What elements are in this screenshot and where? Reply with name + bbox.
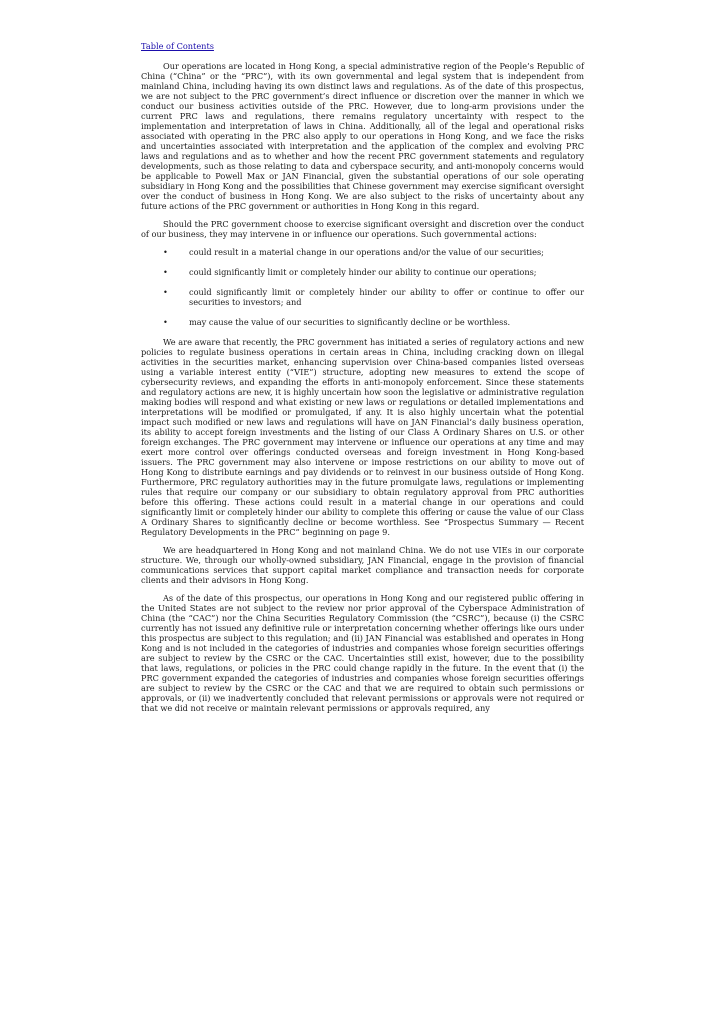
document-page [141, 41, 584, 721]
paragraph-regulatory-actions: We are aware that recently, the PRC government has initiated a series of regulatory actions and new policies to regulate business operations in certain areas in China, including cracking down on illegal activities in the securities market, enhancing supervision over China-based companies listed overseas using a variable interest entity (“VIE”) structure, adopting new measures to extend the scope of cybersecurity reviews, and expanding the efforts in anti-monopoly enforcement. Since these statements and regulatory actions are new, it is highly uncertain how soon the legislative or administrative regulation making bodies will respond and what existing or new laws or regulations or detailed implementations and interpretations will be modified or promulgated, if any. It is also highly uncertain what the potential impact such modified or new laws and regulations will have on JAN Financial’s daily business operation, its ability to accept foreign investments and the listing of our Class A Ordinary Shares on U.S. or other foreign exchanges. The PRC government may intervene or influence our operations at any time and may exert more control over offerings conducted overseas and foreign investment in Hong Kong-based issuers. The PRC government may also intervene or impose restrictions on our ability to move out of Hong Kong to distribute earnings and pay dividends or to reinvest in our business outside of Hong Kong. Furthermore, PRC regulatory authorities may in the future promulgate laws, regulations or implementing rules that require our company or our subsidiary to obtain regulatory approval from PRC authorities before this offering. These actions could result in a material change in our operations and could significantly limit or completely hinder our ability to complete this offering or cause the value of our Class A Ordinary Shares to significantly decline or become worthless. See “Prospectus Summary — Recent Regulatory Developments in the PRC” beginning on page 9. [141, 337, 584, 537]
governmental-actions-list [141, 247, 584, 327]
paragraph-cac-csrc-review: As of the date of this prospectus, our operations in Hong Kong and our registered public offering in the United States are not subject to the review nor prior approval of the Cyberspace Administration of China (the “CAC”) nor the China Securities Regulatory Commission (the “CSRC”), because (i) the CSRC currently has not issued any definitive rule or interpretation concerning whether offerings like ours under this prospectus are subject to this regulation; and (ii) JAN Financial was established and operates in Hong Kong and is not included in the categories of industries and companies whose foreign securities offerings are subject to review by the CSRC or the CAC. Uncertainties still exist, however, due to the possibility that laws, regulations, or policies in the PRC could change rapidly in the future. In the event that (i) the PRC government expanded the categories of industries and companies whose foreign securities offerings are subject to review by the CSRC or the CAC and that we are required to obtain such permissions or approvals, or (ii) we inadvertently concluded that relevant permissions or approvals were not required or that we did not receive or maintain relevant permissions or approvals required, any [141, 593, 584, 713]
bullet-icon: • [163, 317, 168, 327]
bullet-icon: • [163, 287, 168, 297]
bullet-icon: • [163, 247, 168, 257]
paragraph-headquarters: We are headquartered in Hong Kong and not mainland China. We do not use VIEs in our corporate structure. We, through our wholly-owned subsidiary, JAN Financial, engage in the provision of financial communications services that support capital market compliance and transaction needs for corporate clients and their advisors in Hong Kong. [141, 545, 584, 585]
list-item: • could significantly limit or completely hinder our ability to offer or continue to offer our securities to investors; and [163, 287, 584, 307]
paragraph-government-oversight: Should the PRC government choose to exercise significant oversight and discretion over the conduct of our business, they may intervene in or influence our operations. Such governmental actions: [141, 219, 584, 239]
list-item: • could significantly limit or completely hinder our ability to continue our operations; [163, 267, 537, 277]
list-item: • could result in a material change in our operations and/or the value of our securities; [163, 247, 544, 257]
list-item: • may cause the value of our securities to significantly decline or be worthless. [163, 317, 511, 327]
bullet-icon: • [163, 267, 168, 277]
paragraph-hong-kong-operations: Our operations are located in Hong Kong, a special administrative region of the People’s Republic of China (“China” or the “PRC”), with its own governmental and legal system that is independent from mainland China, including having its own distinct laws and regulations. As of the date of this prospectus, we are not subject to the PRC government’s direct influence or discretion over the manner in which we conduct our business activities outside of the PRC. However, due to long-arm provisions under the current PRC laws and regulations, there remains regulatory uncertainty with respect to the implementation and interpretation of laws in China. Additionally, all of the legal and operational risks associated with operating in the PRC also apply to our operations in Hong Kong, and we face the risks and uncertainties associated with interpretation and the application of the complex and evolving PRC laws and regulations and as to whether and how the recent PRC government statements and regulatory developments, such as those relating to data and cyberspace security, and anti-monopoly concerns would be applicable to Powell Max or JAN Financial, given the substantial operations of our sole operating subsidiary in Hong Kong and the possibilities that Chinese government may exercise significant oversight over the conduct of business in Hong Kong. We are also subject to the risks of uncertainty about any future actions of the PRC government or authorities in Hong Kong in this regard. [141, 61, 584, 211]
table-of-contents-link[interactable]: Table of Contents [141, 41, 214, 51]
